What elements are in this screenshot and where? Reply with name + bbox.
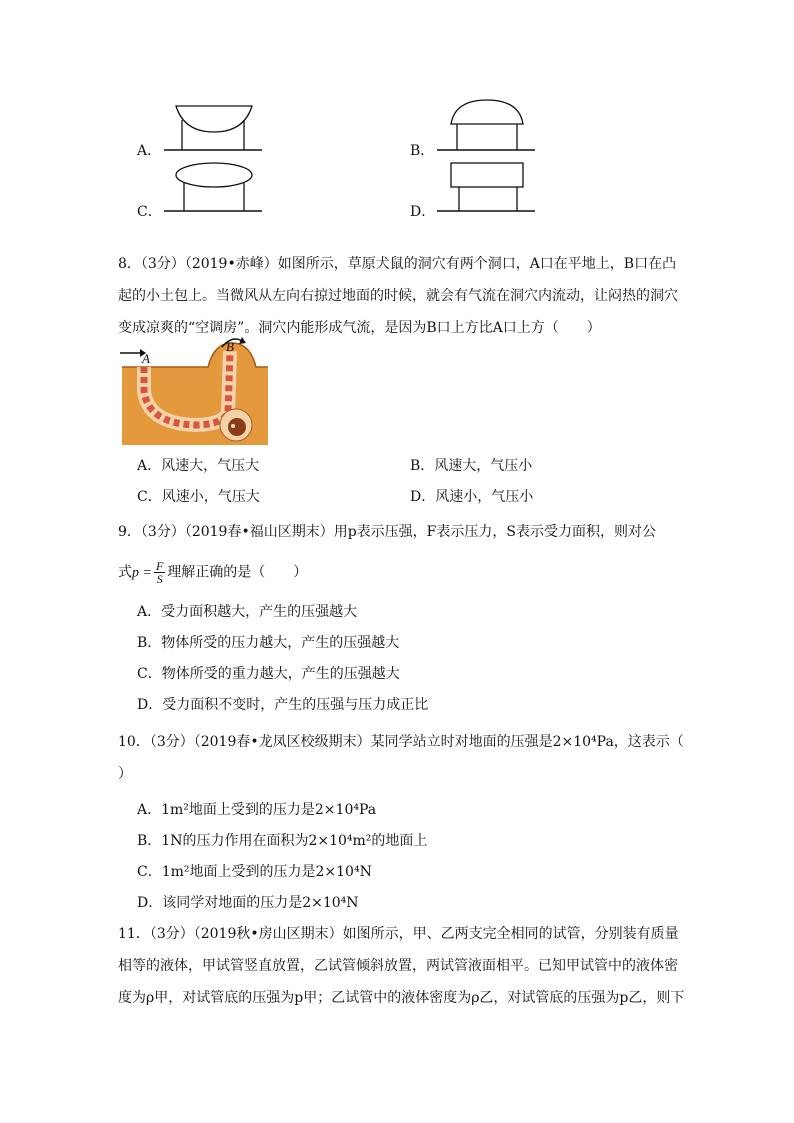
- q8-fig-label-a: A: [142, 351, 150, 366]
- q9-stem-post: 理解正确的是（ ）: [167, 564, 308, 581]
- q11-stem-line2: 相等的液体，甲试管竖直放置，乙试管倾斜放置，两试管液面相平。已知甲试管中的液体密: [118, 958, 678, 974]
- q8-fig-label-b: B: [226, 339, 234, 354]
- q7-option-d-label: D．: [410, 204, 436, 220]
- q9-option-c: C．物体所受的重力越大，产生的压强越大: [137, 666, 400, 682]
- q10-option-b: B．1N的压力作用在面积为2×10⁴m²的地面上: [137, 833, 428, 849]
- q9-formula-denominator: S: [156, 572, 163, 586]
- q7-option-a-figure: [164, 100, 264, 155]
- q10-option-d: D．该同学对地面的压力是2×10⁴N: [137, 895, 359, 911]
- q8-option-b: B．风速大，气压小: [410, 458, 533, 474]
- q9-option-b: B．物体所受的压力越大，产生的压强越大: [137, 635, 400, 651]
- q8-option-c: C．风速小，气压大: [137, 489, 260, 505]
- q9-stem-pre: 式: [118, 564, 132, 581]
- q7-option-b-figure: [437, 98, 537, 155]
- q9-stem-line1: 9．（3分）（2019春•福山区期末）用p表示压强，F表示压力，S表示受力面积，则对公: [118, 524, 656, 540]
- q10-option-c: C．1m²地面上受到的压力是2×10⁴N: [137, 864, 372, 880]
- q9-option-d: D．受力面积不变时，产生的压强与压力成正比: [137, 697, 429, 713]
- q9-option-a: A．受力面积越大，产生的压强越大: [137, 604, 358, 620]
- q11-stem-line1: 11．（3分）（2019秋•房山区期末）如图所示，甲、乙两支完全相同的试管，分别装有质量: [118, 926, 679, 942]
- q7-option-d-figure: [437, 160, 537, 216]
- q11-stem-line3: 度为ρ甲，对试管底的压强为p甲；乙试管中的液体密度为ρ乙，对试管底的压强为p乙，则下: [118, 990, 685, 1006]
- q8-stem-line1: 8．（3分）（2019•赤峰）如图所示，草原犬鼠的洞穴有两个洞口，A口在平地上，B口在凸: [118, 256, 677, 272]
- q7-option-a-label: A．: [137, 143, 162, 159]
- q9-formula-fraction: [154, 560, 165, 585]
- q7-option-c-label: C．: [137, 204, 162, 220]
- q7-option-c-figure: [164, 160, 264, 216]
- q8-stem-line3: 变成凉爽的“空调房”。洞穴内能形成气流，是因为B口上方比A口上方（ ）: [118, 320, 601, 336]
- q9-stem-line2: [118, 560, 307, 585]
- q9-formula-lhs: p =: [132, 565, 152, 581]
- q10-stem-line1: 10．（3分）（2019春•龙凤区校级期末）某同学站立时对地面的压强是2×10⁴Pa，这表示（: [118, 734, 684, 750]
- q10-stem-line2: ）: [118, 766, 132, 782]
- q8-burrow-figure: [118, 333, 270, 445]
- q8-option-a: A．风速大，气压大: [137, 458, 260, 474]
- q8-option-d: D．风速小，气压小: [410, 489, 534, 505]
- q7-option-b-label: B．: [410, 143, 435, 159]
- q9-formula-numerator: F: [155, 559, 164, 573]
- q8-stem-line2: 起的小土包上。当微风从左向右掠过地面的时候，就会有气流在洞穴内流动，让闷热的洞穴: [118, 288, 678, 304]
- q10-option-a: A．1m²地面上受到的压力是2×10⁴Pa: [137, 802, 377, 818]
